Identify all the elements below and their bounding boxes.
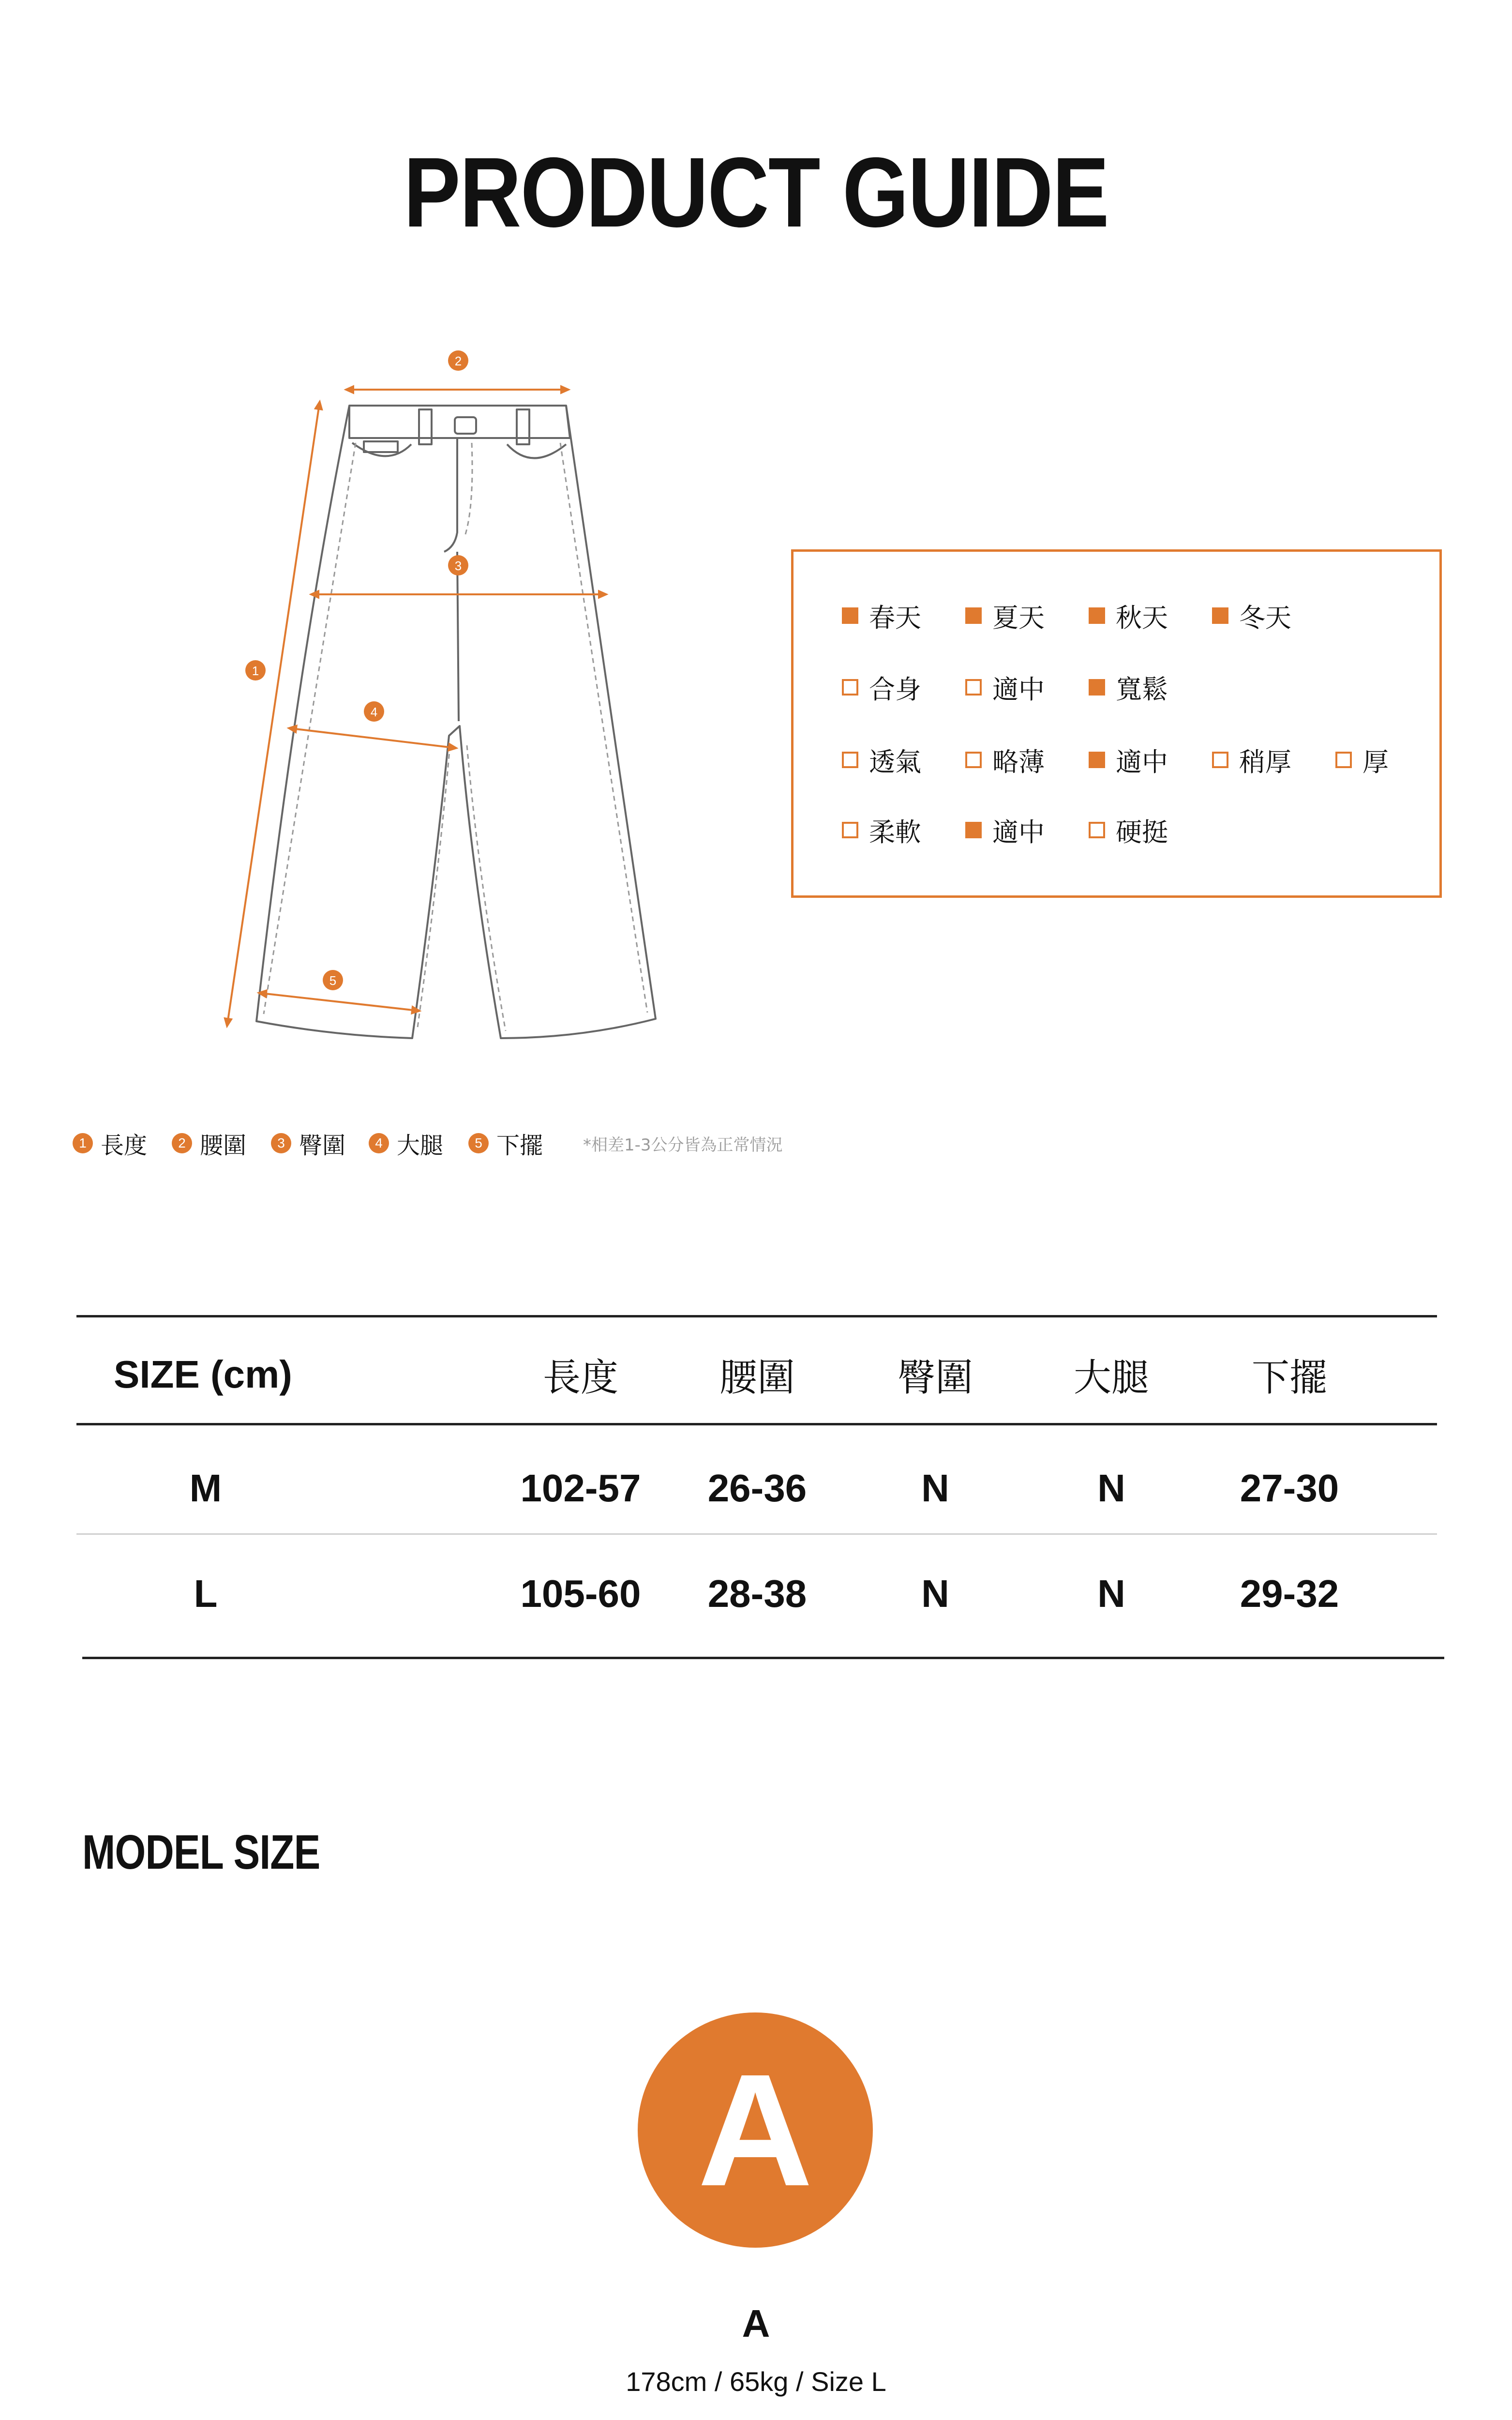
header-waist: 腰圍 (719, 1356, 795, 1400)
legend-item-length: 1 長度 (73, 1124, 147, 1163)
option-summer: 夏天 (965, 596, 1045, 635)
header-rule (76, 1423, 1437, 1425)
option-spring: 春天 (842, 596, 921, 635)
table-cell: 29-32 (1240, 1572, 1339, 1615)
table-cell: 27-30 (1240, 1467, 1339, 1510)
marker-dot-icon: 3 (271, 1133, 291, 1153)
marker-5-label: 5 (329, 973, 337, 988)
model-badge-letter: A (697, 2041, 813, 2219)
option-fitted: 合身 (842, 668, 921, 707)
option-thick: 厚 (1335, 741, 1389, 779)
header-size: SIZE (cm) (114, 1353, 292, 1396)
model-name: A (742, 2302, 770, 2345)
option-medium-thickness: 適中 (1089, 741, 1168, 779)
marker-dot-icon: 5 (468, 1133, 489, 1153)
marker-2-label: 2 (454, 354, 462, 368)
marker-4-label: 4 (370, 705, 378, 719)
header-length: 長度 (542, 1356, 618, 1400)
table-cell: 28-38 (707, 1572, 807, 1615)
header-thigh: 大腿 (1073, 1356, 1149, 1400)
model-size-title: MODEL SIZE (82, 1825, 320, 1879)
model-measurements: 178cm / 65kg / Size L (626, 2366, 886, 2397)
marker-dot-icon: 4 (369, 1133, 389, 1153)
option-soft: 柔軟 (842, 811, 921, 849)
legend-item-thigh: 4 大腿 (369, 1124, 443, 1163)
table-cell: N (921, 1467, 949, 1510)
option-winter: 冬天 (1212, 596, 1291, 635)
table-bottom-rule (82, 1657, 1444, 1659)
legend-item-waist: 2 腰圍 (172, 1124, 246, 1163)
table-cell: N (921, 1572, 949, 1615)
table-cell: 105-60 (520, 1572, 641, 1615)
option-thin: 略薄 (965, 741, 1045, 779)
marker-3-label: 3 (454, 559, 462, 573)
model-badge (638, 2012, 873, 2248)
table-cell: 26-36 (707, 1467, 807, 1510)
table-cell: N (1097, 1572, 1125, 1615)
option-breathable: 透氣 (842, 741, 921, 779)
option-medium-softness: 適中 (965, 811, 1045, 849)
table-cell: N (1097, 1467, 1125, 1510)
table-cell: M (189, 1467, 222, 1510)
tolerance-note: *相差1-3公分皆為正常情況 (583, 1135, 783, 1155)
option-stiff: 硬挺 (1089, 811, 1168, 849)
table-cell: 102-57 (520, 1467, 641, 1510)
option-loose: 寬鬆 (1089, 668, 1168, 707)
marker-dot-icon: 1 (73, 1133, 93, 1153)
header-hip: 臀圍 (897, 1356, 973, 1400)
marker-dot-icon: 2 (172, 1133, 192, 1153)
legend-item-hem: 5 下擺 (468, 1124, 543, 1163)
option-slightly-thick: 稍厚 (1212, 741, 1291, 779)
row-divider (76, 1533, 1437, 1535)
option-regular-fit: 適中 (965, 668, 1045, 707)
table-cell: L (194, 1572, 218, 1615)
marker-1-label: 1 (252, 664, 259, 678)
page-title: PRODUCT GUIDE (404, 137, 1108, 248)
header-hem: 下擺 (1251, 1356, 1327, 1400)
option-autumn: 秋天 (1089, 596, 1168, 635)
legend-item-hip: 3 臀圍 (271, 1124, 345, 1163)
table-top-rule (76, 1315, 1437, 1317)
